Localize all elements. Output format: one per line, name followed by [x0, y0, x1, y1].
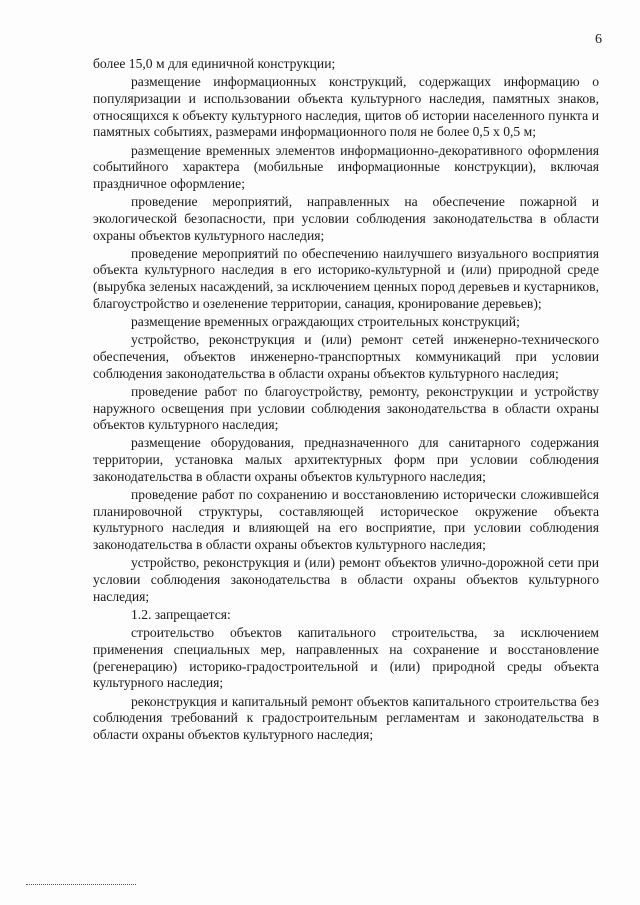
- paragraph: строительство объектов капитального строительства, за исключением применения специальных мер, направленных на сохранение и восстановление (регенерацию) историко-градостроительной и (или) природной среды объекта культурного наследия;: [93, 625, 599, 691]
- paragraph: размещение оборудования, предназначенного для санитарного содержания территории, установка малых архитектурных форм при условии соблюдения законодательства в области охраны объектов культурного наследия;: [93, 435, 599, 484]
- paragraph: проведение работ по сохранению и восстановлению исторически сложившейся планировочной структуры, составляющей историческое окружение объекта культурного наследия и влияющей на его восприятие, при условии соблюдения законодательства в области охраны объектов культурного наследия;: [93, 487, 599, 553]
- paragraph: размещение информационных конструкций, содержащих информацию о популяризации и использовании объекта культурного наследия, памятных знаков, относящихся к объекту культурного наследия, щитов об истории населенного пункта и памятных событиях, размерами информационного поля не более 0,5 х 0,5 м;: [93, 74, 599, 140]
- paragraph: проведение работ по благоустройству, ремонту, реконструкции и устройству наружного освещения при условии соблюдения законодательства в области охраны объектов культурного наследия;: [93, 383, 599, 433]
- paragraph: устройство, реконструкция и (или) ремонт объектов улично-дорожной сети при условии соблюдения законодательства в области охраны объектов культурного наследия;: [93, 555, 599, 604]
- paragraph: реконструкция и капитальный ремонт объектов капитального строительства без соблюдения требований к градостроительным регламентам и законодательства в области охраны объектов культурного наследия;: [93, 693, 599, 742]
- paragraph: размещение временных ограждающих строительных конструкций;: [131, 314, 520, 330]
- paragraph: проведение мероприятий по обеспечению наилучшего визуального восприятия объекта культурного наследия в его историко-культурной и (или) природной среде (вырубка зеленых насаждений, за исключением ценных пород деревьев и кустарников, благоустройство и озеленение территории, санация, кронирование деревьев);: [93, 245, 599, 311]
- paragraph: проведение мероприятий, направленных на обеспечение пожарной и экологической безопасности, при условии соблюдения законодательства в области охраны объектов культурного наследия;: [93, 194, 599, 243]
- document-body: [93, 56, 599, 745]
- footer-divider: [26, 884, 136, 885]
- page-number: 6: [595, 32, 602, 47]
- paragraph: устройство, реконструкция и (или) ремонт сетей инженерно-технического обеспечения, объектов инженерно-транспортных коммуникаций при условии соблюдения законодательства в области охраны объектов культурного наследия;: [93, 332, 599, 381]
- paragraph: более 15,0 м для единичной конструкции;: [93, 56, 336, 71]
- paragraph: размещение временных элементов информационно-декоративного оформления событийного характера (мобильные информационные конструкции), включая праздничное оформление;: [93, 142, 599, 191]
- section-heading: 1.2. запрещается:: [131, 607, 231, 622]
